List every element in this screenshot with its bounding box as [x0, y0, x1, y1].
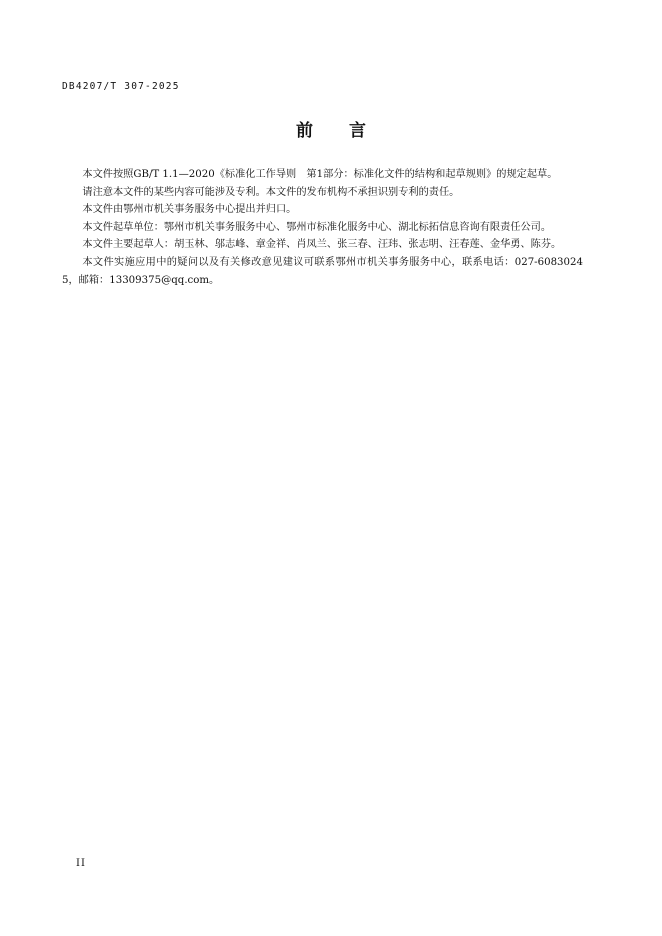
page-title: 前言 — [296, 121, 402, 141]
paragraph-drafters: 本文件主要起草人：胡玉林、邬志峰、章金祥、肖凤兰、张三春、汪玮、张志明、汪春莲、金华勇、陈芬。 — [82, 239, 562, 251]
paragraph-drafting-standard: 本文件按照GB/T 1.1—2020《标准化工作导则 第1部分：标准化文件的结构和起草规则》的规定起草。 — [82, 169, 558, 180]
page-number: II — [76, 858, 86, 869]
paragraph-contact: 本文件实施应用中的疑问以及有关修改意见建议可联系鄂州市机关事务服务中心，联系电话：027-60830245，邮箱：13309375@qq.com。 — [62, 256, 583, 286]
paragraph-proposer: 本文件由鄂州市机关事务服务中心提出并归口。 — [82, 204, 297, 216]
document-code: DB4207/T 307-2025 — [62, 81, 180, 92]
paragraph-patent-notice: 请注意本文件的某些内容可能涉及专利。本文件的发布机构不承担识别专利的责任。 — [82, 186, 460, 198]
foreword-body — [62, 166, 583, 289]
paragraph-drafting-units: 本文件起草单位：鄂州市机关事务服务中心、鄂州市标准化服务中心、湖北标拓信息咨询有限责任公司。 — [82, 221, 552, 233]
